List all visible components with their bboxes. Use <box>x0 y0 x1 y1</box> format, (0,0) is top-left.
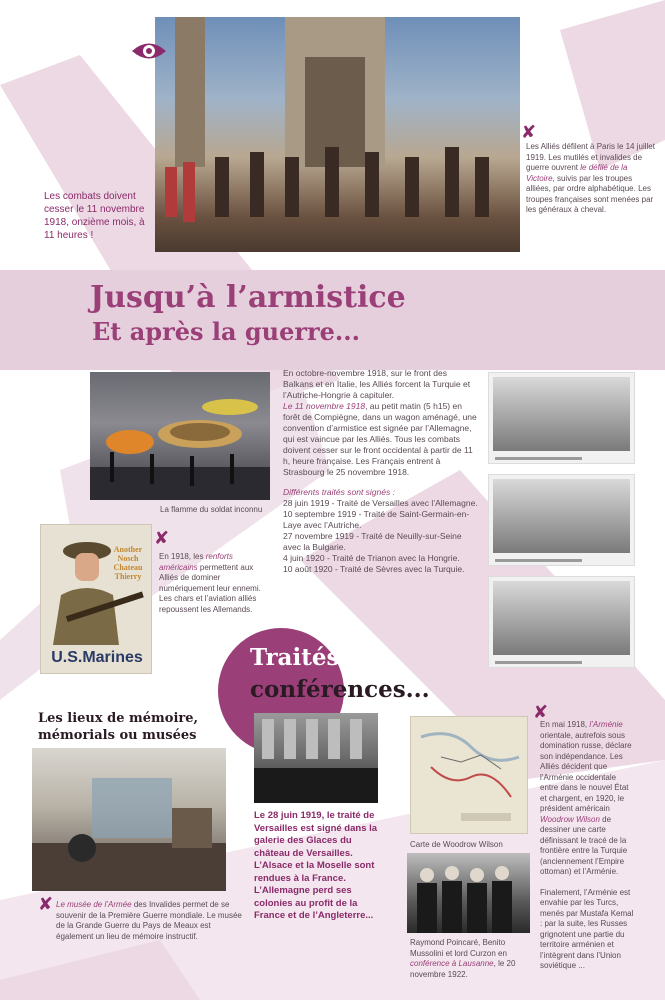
treaty-item: 27 novembre 1919 - Traité de Neuilly-sur-Seine avec la Bulgarie. <box>283 531 462 552</box>
treaties-title: Différents traités sont signés : <box>283 487 395 497</box>
armistice-text <box>283 368 478 575</box>
museum-caption: Le musée de l’Armée des Invalides permet de se souvenir de la Première Guerre mondiale. Le musée de la Grande Guerre du Pays de Meaux est également un lieu de mémoire instructif. <box>56 900 242 941</box>
cross-mark-icon: ✘ <box>38 894 54 915</box>
poster-text: Nosch <box>117 554 139 563</box>
treaty-item: 10 septembre 1919 - Traité de Saint-Germain-en-Laye avec l’Autriche. <box>283 509 470 530</box>
armistice-paragraph-1: En octobre-novembre 1918, sur le front des Balkans et en Italie, les Alliés forcent la Turquie et l’Autriche-Hongrie à capituler. <box>283 368 471 400</box>
eternal-flame-photo <box>90 372 270 500</box>
treaties-heading: Traités, <box>250 644 348 671</box>
poster-text: Chateau <box>113 563 143 572</box>
cross-mark-icon: ✘ <box>521 122 537 143</box>
conferences-heading: conférences... <box>250 676 430 703</box>
memorials-heading: Les lieux de mémoire, mémorials ou musées <box>38 711 199 743</box>
armistice-note: Les combats doivent cesser le 11 novembre 1918, onzième mois, à 11 heures ! <box>44 191 145 241</box>
parade-postcard-1 <box>488 372 635 464</box>
eye-icon <box>130 38 168 64</box>
armenia-text <box>540 720 635 972</box>
woodrow-wilson-map <box>410 716 528 834</box>
treaty-item: 10 août 1920 - Traité de Sèvres avec la Turquie. <box>283 564 465 574</box>
armenia-paragraph-2: Finalement, l’Arménie est envahie par les Turcs, menés par Mustafa Kemal : par la suite, les Russes grignotent une partie du territoire arménien et l’intègrent dans l’Union soviétique ... <box>540 887 634 970</box>
museum-photo <box>32 748 226 891</box>
parade-caption: Les Alliés défilent à Paris le 14 juillet 1919. Les mutilés et invalides de guerre ouvrent le défilé de la Victoire, suivis par les troupes alliées, par ordre alphabétique. Les troupes françaises sont menées par les généraux à cheval. <box>526 142 655 214</box>
us-marines-poster <box>40 524 152 674</box>
cross-mark-icon: ✘ <box>533 702 549 723</box>
treaty-item: 28 juin 1919 - Traité de Versailles avec l’Allemagne. <box>283 498 478 508</box>
conference-caption: Raymond Poincaré, Benito Mussolini et lord Curzon en conférence à Lausanne, le 20 novembre 1922. <box>410 938 516 979</box>
parade-postcard-3 <box>488 576 635 668</box>
armistice-paragraph-2: Le 11 novembre 1918, au petit matin (5 h15) en forêt de Compiègne, dans un wagon aménagé, une convention d’armistice est signée par l’Allemagne, qui est vaincue par les Alliés. Tous les combats doivent cesser sur le front occidental à partir de 11 h, heure française. Les Français entrent à Strasbourg le 25 novembre 1918. <box>283 401 477 477</box>
reinforcements-text: En 1918, les renforts américains permettent aux Alliés de dominer numériquement leur ennemi. Les chars et l’aviation alliés repoussent les Allemands. <box>159 552 261 614</box>
lausanne-conference-photo <box>407 853 530 933</box>
flame-caption: La flamme du soldat inconnu <box>160 505 263 514</box>
page-title: Jusqu’à l’armistice <box>90 280 406 315</box>
page-subtitle: Et après la guerre... <box>92 317 360 346</box>
versailles-signing-photo <box>254 713 378 803</box>
poster-text: Another <box>113 545 143 554</box>
map-caption: Carte de Woodrow Wilson <box>410 840 503 849</box>
poster-title: U.S.Marines <box>51 649 143 666</box>
versailles-text: Le 28 juin 1919, le traité de Versailles est signé dans la galerie des Glaces du château de Versailles. L’Alsace et la Moselle sont rendues à la France. L’Allemagne perd ses colonies au profit de la France et de l’Angleterre... <box>254 810 378 921</box>
victory-parade-photo <box>155 17 520 252</box>
parade-postcard-2 <box>488 474 635 566</box>
cross-mark-icon: ✘ <box>154 528 170 549</box>
treaty-item: 4 juin 1920 - Traité de Trianon avec la Hongrie. <box>283 553 460 563</box>
poster-text: Thierry <box>114 572 142 581</box>
armenia-paragraph-1: En mai 1918, l’Arménie orientale, autrefois sous domination russe, déclare son indépendance. Les Alliés décident que l’Arménie occidentale entre dans le nouvel État et chargent, en 1920, le président américain Woodrow Wilson de dessiner une carte définissant le tracé de la frontière entre la Turquie (anciennement l’Empire ottoman) et l’Arménie. <box>540 720 632 876</box>
